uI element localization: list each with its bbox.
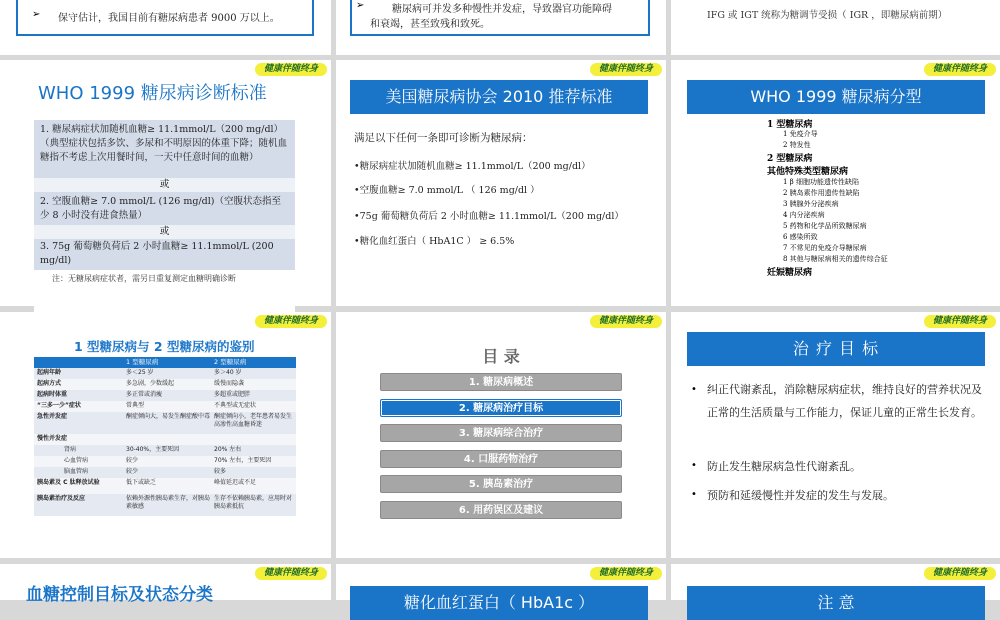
intro-text: 满足以下任何一条即可诊断为糖尿病：: [354, 132, 533, 144]
page-title: WHO 1999 糖尿病诊断标准: [38, 83, 267, 104]
slide-title-bar: 治 疗 目 标: [687, 332, 985, 366]
logo: 健康伴随终身: [255, 63, 327, 76]
type-subitem: 3 胰腺外分泌疾病: [783, 200, 839, 208]
logo: 健康伴随终身: [590, 567, 662, 580]
slide-who-classification[interactable]: [671, 60, 1000, 306]
slide-text: IFG 或 IGT 统称为糖调节受损（ IGR ，即糖尿病前期）: [707, 10, 948, 21]
slide-type-comparison[interactable]: [0, 312, 331, 558]
table-cell: 较多: [214, 468, 227, 475]
criteria-item: •糖化血红蛋白（ HbA1C ） ≥ 6.5%: [354, 236, 515, 247]
logo: 健康伴随终身: [924, 567, 996, 580]
type-subitem: 2 胰岛素作用遗传性缺陷: [783, 189, 860, 197]
table-cell: 生存不依赖胰岛素，应用时对胰岛素抵抗: [214, 495, 293, 510]
criteria-item: •75g 葡萄糖负荷后 2 小时血糖≥ 11.1mmol/L（200 mg/dl）: [354, 211, 624, 222]
table-row: [34, 456, 296, 467]
row-label: 胰岛素治疗及反应: [37, 495, 86, 502]
table-cell: 70% 左右，主要死因: [214, 457, 272, 464]
slide-treatment-goals[interactable]: [671, 312, 1000, 558]
or-label: 或: [159, 226, 170, 237]
table-cell: 多＜25 岁: [126, 369, 154, 376]
row-label: 起病方式: [37, 380, 62, 387]
table-cell: 不典型或无症状: [214, 402, 257, 409]
row-label: 胰岛素及 C 肽释放试验: [37, 479, 100, 486]
goal-bullet-icon: •: [691, 460, 697, 471]
slide-notice[interactable]: [671, 564, 1000, 612]
table-row: [34, 368, 296, 379]
row-label: 起病时体重: [37, 391, 68, 398]
toc-item[interactable]: 2. 糖尿病治疗目标: [380, 399, 622, 417]
type-heading: 2 型糖尿病: [767, 154, 813, 164]
logo: 健康伴随终身: [255, 315, 327, 328]
slide-hba1c[interactable]: [336, 564, 666, 612]
table-cell: 酮症倾向大，易发生酮症酸中毒: [126, 413, 211, 420]
header-cell: 2 型糖尿病: [214, 358, 247, 366]
goal-bullet-icon: •: [691, 489, 697, 500]
table-cell: 20% 左右: [214, 446, 242, 453]
criteria-item: 1. 糖尿病症状加随机血糖≥ 11.1mmol/L（200 mg/dl）（典型症状包括多饮、多尿和不明原因的体重下降；随机血糖指不考虑上次用餐时间，一天中任意时间的血糖）: [40, 124, 288, 163]
criteria-item: 2. 空腹血糖≥ 7.0 mmol/L (126 mg/dl)（空腹状态指至少 8 小时没有进食热量）: [40, 196, 281, 221]
table-row: [34, 445, 296, 456]
table-row: [34, 390, 296, 401]
slide-row1-left[interactable]: [0, 0, 331, 55]
logo: 健康伴随终身: [924, 63, 996, 76]
slide-title-bar: 美国糖尿病协会 2010 推荐标准: [350, 80, 648, 114]
slide-toc[interactable]: [336, 312, 666, 558]
table-cell: 多急剧，少数缓起: [126, 380, 175, 387]
table-row: [34, 467, 296, 478]
or-label: 或: [159, 179, 170, 190]
slide-ada-2010[interactable]: [336, 60, 666, 306]
table-cell: 多＞40 岁: [214, 369, 242, 376]
slide-who-diagnosis[interactable]: [0, 60, 331, 306]
criteria-item: •糖尿病症状加随机血糖≥ 11.1mmol/L（200 mg/dl）: [354, 161, 591, 172]
type-subitem: 5 药物和化学品所致糖尿病: [783, 222, 867, 230]
goal-bullet-icon: •: [691, 384, 697, 395]
row-label: 慢性并发症: [37, 435, 68, 442]
goal-item: 纠正代谢紊乱，消除糖尿病症状，维持良好的营养状况及正常的生活质量与工作能力，保证儿童的正常生长发育。: [707, 383, 982, 419]
type-subitem: 6 感染所致: [783, 233, 818, 241]
page-title: 注 意: [817, 593, 855, 612]
page-title: 血糖控制目标及状态分类: [26, 585, 213, 605]
row-label: 心血管病: [64, 457, 89, 464]
logo: 健康伴随终身: [590, 63, 662, 76]
toc-item[interactable]: 6. 用药误区及建议: [380, 501, 622, 519]
criteria-item: •空腹血糖≥ 7.0 mmol/L （ 126 mg/dl ）: [354, 185, 540, 196]
slide-row1-mid[interactable]: [336, 0, 666, 55]
table-row: [34, 478, 296, 494]
footnote: 注：无糖尿病症状者，需另日重复测定血糖明确诊断: [52, 274, 236, 283]
table-row: [34, 379, 296, 390]
slide-title-bar: WHO 1999 糖尿病分型: [687, 80, 985, 114]
table-row: [34, 412, 296, 434]
goal-item: 防止发生糖尿病急性代谢紊乱。: [707, 460, 861, 473]
toc-item[interactable]: 4. 口服药物治疗: [380, 450, 622, 468]
table-row: [34, 401, 296, 412]
table-cell: 酮症倾向小，老年患者易发生高渗性高血糖昏迷: [214, 413, 293, 428]
slide-glucose-targets[interactable]: [0, 564, 331, 605]
table-cell: 常典型: [126, 402, 145, 409]
row-label: 脑血管病: [64, 468, 89, 475]
type-subitem: 7 不常见的免疫介导糖尿病: [783, 244, 867, 252]
type-subitem: 4 内分泌疾病: [783, 211, 825, 219]
row-label: 肾病: [64, 446, 77, 453]
type-subitem: 1 β 细胞功能遗传性缺陷: [783, 178, 859, 186]
logo: 健康伴随终身: [590, 315, 662, 328]
type-subitem: 8 其他与糖尿病相关的遗传综合征: [783, 255, 888, 263]
toc-item[interactable]: 3. 糖尿病综合治疗: [380, 424, 622, 442]
table-cell: 依赖外源性胰岛素生存，对胰岛素敏感: [126, 495, 211, 510]
logo: 健康伴随终身: [255, 567, 327, 580]
table-cell: 较少: [126, 457, 139, 464]
row-label: “三多一少”症状: [37, 402, 81, 409]
table-cell: 30-40%，主要死因: [126, 446, 180, 453]
slide-text: 和衰竭，甚至致残和致死。: [370, 19, 490, 30]
table-cell: 缓慢而隐袭: [214, 380, 245, 387]
type-heading: 妊娠糖尿病: [767, 268, 813, 278]
table-cell: 较少: [126, 468, 139, 475]
goal-item: 预防和延缓慢性并发症的发生与发展。: [707, 489, 894, 502]
slide-text: 糖尿病可并发多种慢性并发症，导致器官功能障碍: [392, 4, 612, 15]
slide-text: 保守估计，我国目前有糖尿病患者 9000 万以上。: [58, 13, 280, 24]
header-cell: 1 型糖尿病: [126, 358, 159, 366]
type-heading: 其他特殊类型糖尿病: [767, 167, 849, 177]
table-row: [34, 494, 296, 516]
table-cell: 多正常或消瘦: [126, 391, 163, 398]
logo: 健康伴随终身: [924, 315, 996, 328]
toc-item[interactable]: 5. 胰岛素治疗: [380, 475, 622, 493]
slide-row1-right[interactable]: [671, 0, 1000, 55]
table-cell: 多超重或肥胖: [214, 391, 251, 398]
type-subitem: 2 特发性: [783, 141, 811, 149]
type-heading: 1 型糖尿病: [767, 120, 813, 130]
table-cell: 峰值延迟或不足: [214, 479, 257, 486]
page-title: 糖化血红蛋白（ HbA1c ）: [403, 593, 595, 612]
row-label: 起病年龄: [37, 369, 62, 376]
page-title: 1 型糖尿病与 2 型糖尿病的鉴别: [74, 339, 255, 354]
table-cell: 低下或缺乏: [126, 479, 157, 486]
row-label: 急性并发症: [37, 413, 68, 420]
table-row: [34, 434, 296, 445]
criteria-item: 3. 75g 葡萄糖负荷后 2 小时血糖≥ 11.1mmol/L (200 mg/dl): [40, 241, 274, 266]
bullet-icon: ➢: [356, 0, 365, 11]
bullet-icon: ➢: [32, 9, 41, 20]
page-title: 目 录: [482, 347, 520, 366]
type-subitem: 1 免疫介导: [783, 130, 818, 138]
table-header-row: [34, 357, 296, 368]
toc-item[interactable]: 1. 糖尿病概述: [380, 373, 622, 391]
